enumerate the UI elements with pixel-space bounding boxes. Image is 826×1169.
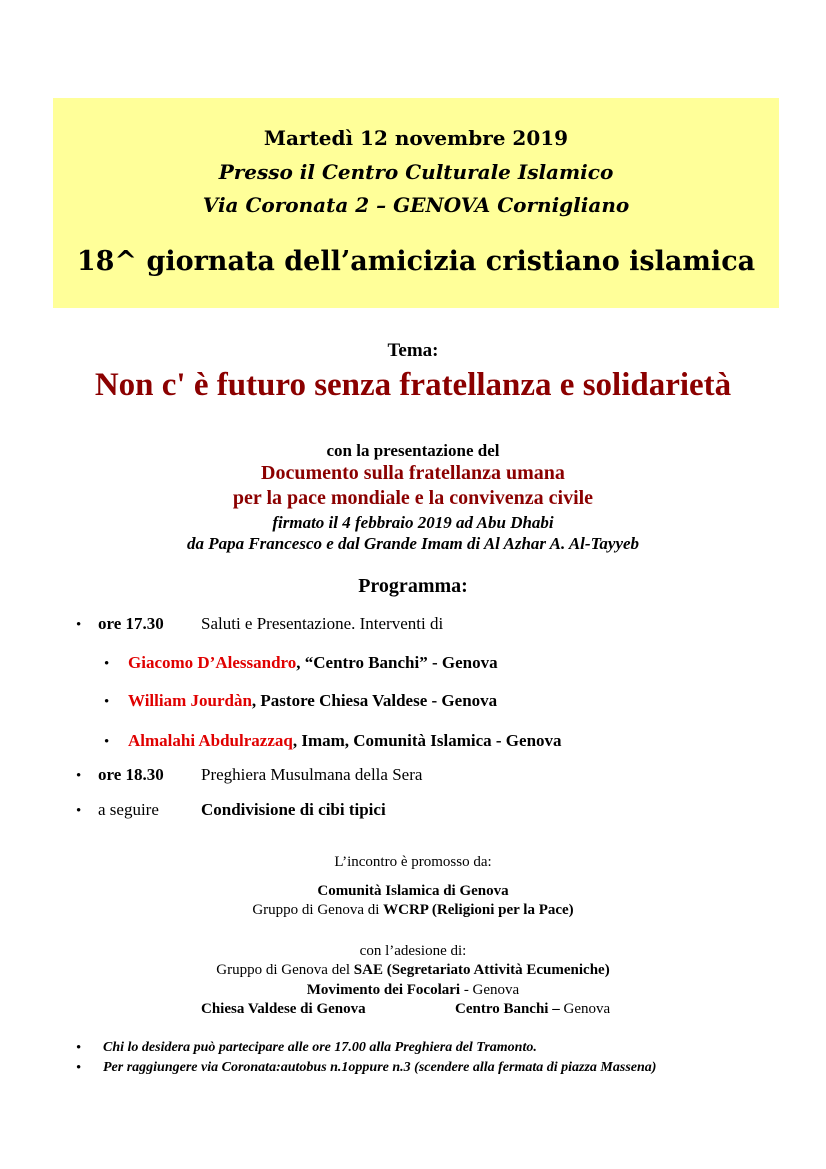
bullet-icon: • bbox=[76, 1060, 82, 1076]
event-date: Martedì 12 novembre 2019 bbox=[263, 126, 569, 150]
programma-text-2: Preghiera Musulmana della Sera bbox=[201, 765, 423, 784]
programma-time-2: ore 18.30 bbox=[98, 765, 164, 784]
bullet-icon: • bbox=[104, 694, 110, 710]
event-place: Presso il Centro Culturale Islamico bbox=[218, 160, 614, 184]
adhesion-line-2: Movimento dei Focolari - Genova bbox=[306, 982, 520, 998]
document-title-line2: per la pace mondiale e la convivenza civile bbox=[232, 487, 594, 509]
signed-date: firmato il 4 febbraio 2019 ad Abu Dhabi bbox=[272, 513, 554, 532]
speaker-1 bbox=[128, 653, 498, 673]
note-preghiera: Chi lo desidera può partecipare alle ore 17.00 alla Preghiera del Tramonto. bbox=[103, 1040, 537, 1055]
speaker-role: , Pastore Chiesa Valdese - Genova bbox=[251, 691, 498, 710]
speaker-name: Giacomo D’Alessandro bbox=[128, 653, 297, 672]
bullet-icon: • bbox=[104, 656, 110, 672]
adhesion-intro: con l’adesione di: bbox=[359, 943, 467, 959]
programma-time-3: a seguire bbox=[98, 800, 159, 819]
adhesion-line-1: Gruppo di Genova del SAE (Segretariato Attività Ecumeniche) bbox=[216, 962, 610, 978]
event-banner bbox=[53, 98, 779, 308]
bullet-icon: • bbox=[104, 734, 110, 750]
signers: da Papa Francesco e dal Grande Imam di Al Azhar A. Al-Tayyeb bbox=[186, 534, 640, 553]
event-address: Via Coronata 2 – GENOVA Cornigliano bbox=[202, 193, 630, 217]
speaker-name: Almalahi Abdulrazzaq bbox=[128, 731, 293, 750]
promoter-2: Gruppo di Genova di WCRP (Religioni per la Pace) bbox=[252, 902, 574, 918]
speaker-role: , Imam, Comunità Islamica - Genova bbox=[292, 731, 562, 750]
programma-heading: Programma: bbox=[358, 575, 468, 597]
theme-label: Tema: bbox=[387, 340, 439, 361]
programma-time-1: ore 17.30 bbox=[98, 614, 164, 633]
bullet-icon: • bbox=[76, 1040, 82, 1056]
note-autobus: Per raggiungere via Coronata:autobus n.1oppure n.3 (scendere alla fermata di piazza Massena) bbox=[103, 1060, 657, 1075]
event-title: 18^ giornata dell’amicizia cristiano islamica bbox=[76, 246, 756, 277]
programma-text-1: Saluti e Presentazione. Interventi di bbox=[201, 614, 444, 633]
promoters-intro: L’incontro è promosso da: bbox=[334, 854, 492, 870]
presentation-intro: con la presentazione del bbox=[326, 441, 500, 460]
adhesion-chiesa-valdese: Chiesa Valdese di Genova bbox=[201, 1001, 366, 1017]
speaker-role: , “Centro Banchi” - Genova bbox=[296, 653, 498, 672]
bullet-icon: • bbox=[76, 803, 82, 819]
adhesion-centro-banchi: Centro Banchi – Genova bbox=[455, 1001, 611, 1017]
bullet-icon: • bbox=[76, 768, 82, 784]
bullet-icon: • bbox=[76, 617, 82, 633]
speaker-3 bbox=[128, 731, 562, 751]
programma-text-3: Condivisione di cibi tipici bbox=[201, 800, 386, 819]
theme-title: Non c' è futuro senza fratellanza e solidarietà bbox=[94, 367, 732, 403]
speaker-2 bbox=[128, 691, 497, 711]
speaker-name: William Jourdàn bbox=[128, 691, 252, 710]
promoter-1: Comunità Islamica di Genova bbox=[317, 883, 509, 899]
document-title-line1: Documento sulla fratellanza umana bbox=[261, 462, 565, 484]
